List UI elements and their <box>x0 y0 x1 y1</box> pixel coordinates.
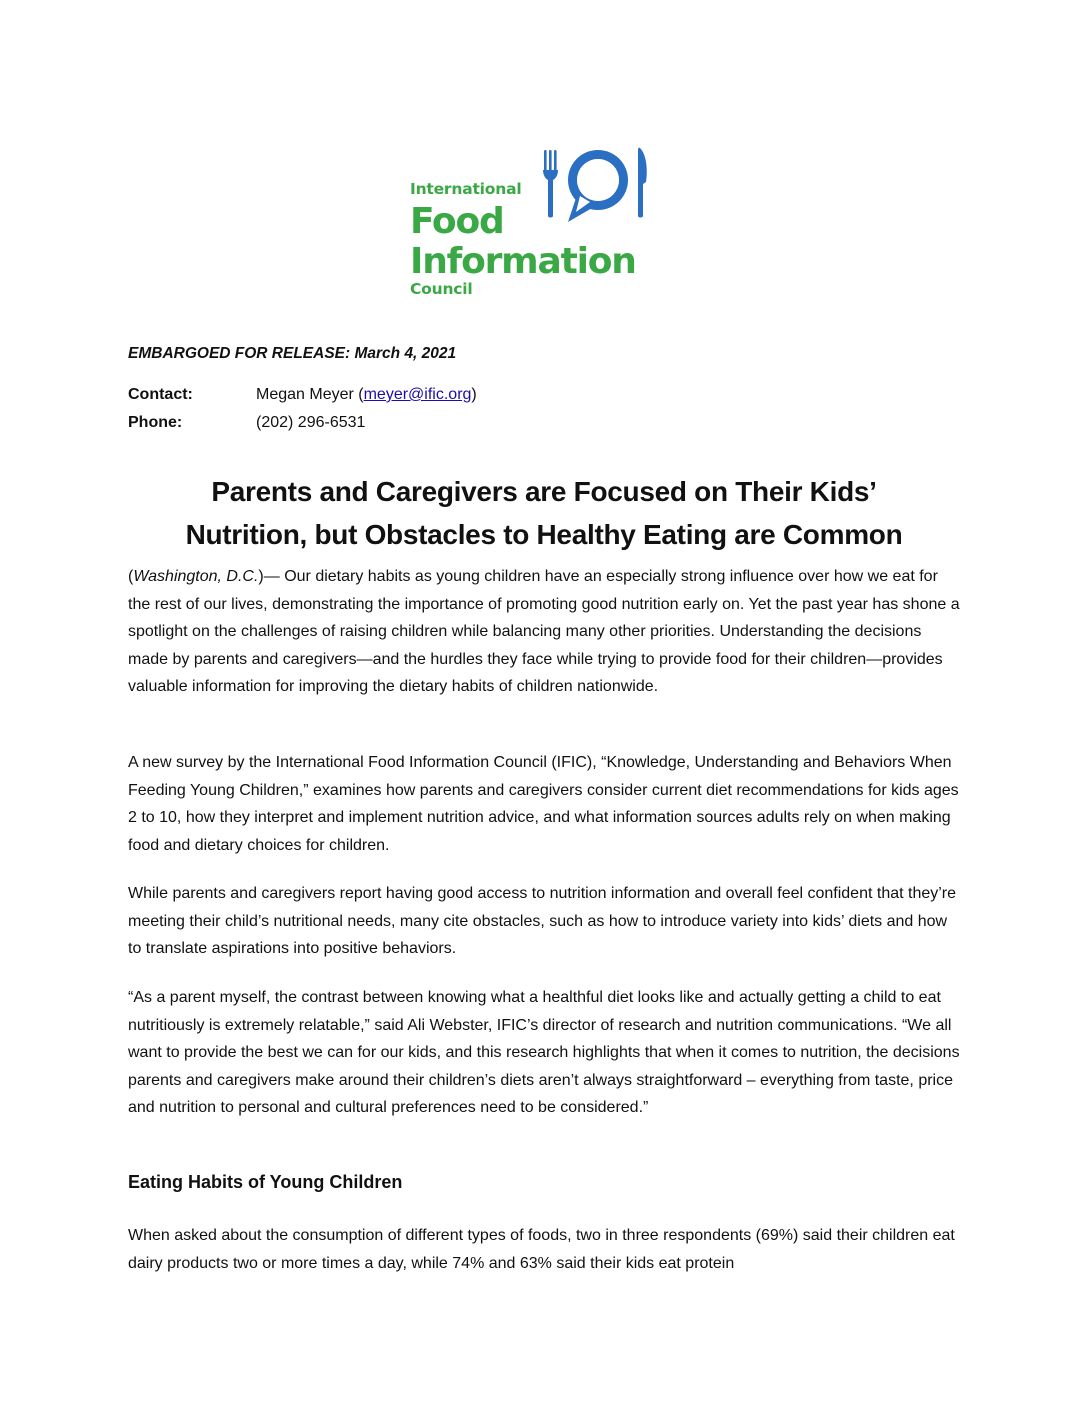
page-title <box>96 470 992 556</box>
embargo-notice: EMBARGOED FOR RELEASE: March 4, 2021 <box>128 345 457 362</box>
dateline: Washington, D.C. <box>133 568 259 585</box>
contact-name: Megan Meyer ( <box>256 386 364 403</box>
paragraph-quote: “As a parent myself, the contrast between knowing what a healthful diet looks like and actually getting a child to eat nutritiously is extremely relatable,” said Ali Webster, IFIC’s director of research and nutrition communications. “We all want to provide the best we can for our kids, and this research highlights that when it comes to nutrition, the decisions parents and caregivers make around their children’s diets aren’t always straightforward – everything from taste, price and nutrition to personal and cultural preferences need to be considered.” <box>128 989 960 1117</box>
section-heading: Eating Habits of Young Children <box>128 1172 403 1192</box>
ific-logo <box>408 146 688 306</box>
dateline-open: ( <box>128 568 134 585</box>
headline-line-2: Nutrition, but Obstacles to Healthy Eating are Common <box>185 519 903 550</box>
paragraph-confidence: While parents and caregivers report having good access to nutrition information and overall feel confident that they’re meeting their child’s nutritional needs, many cite obstacles, such as how to introduce variety into kids’ diets and how to translate aspirations into positive behaviors. <box>128 885 957 958</box>
headline-line-1: Parents and Caregivers are Focused on Their Kids’ <box>211 476 877 507</box>
contact-name-close: ) <box>471 386 477 403</box>
intro-body: )— Our dietary habits as young children have an especially strong influence over how we eat for the rest of our lives, demonstrating the importance of promoting good nutrition early on. Yet the past year has shone a spotlight on the challenges of raising children while balancing many other priorities. Understanding the decisions made by parents and caregivers—and the hurdles they face while trying to provide food for their children—provides valuable information for improving the dietary habits of children nationwide. <box>128 568 960 696</box>
logo-line-information: Information <box>410 241 636 282</box>
contact-label: Contact: <box>128 386 193 403</box>
logo-line-international: International <box>410 180 522 198</box>
logo-line-food: Food <box>410 201 504 242</box>
contact-row <box>128 386 477 404</box>
phone-number: (202) 296-6531 <box>256 414 366 431</box>
phone-label: Phone: <box>128 414 183 431</box>
phone-row <box>128 414 365 432</box>
paragraph-survey: A new survey by the International Food Information Council (IFIC), “Knowledge, Understanding and Behaviors When Feeding Young Children,” examines how parents and caregivers consider current diet recommendations for kids ages 2 to 10, how they interpret and implement nutrition advice, and what information sources adults rely on when making food and dietary choices for children. <box>128 754 959 854</box>
logo-line-council: Council <box>410 280 473 298</box>
fork-plate-knife-icon <box>538 146 658 244</box>
contact-email-link[interactable]: meyer@ific.org <box>363 386 472 403</box>
paragraph-eating-habits: When asked about the consumption of different types of foods, two in three respondents (69%) said their children eat dairy products two or more times a day, while 74% and 63% said their kids eat protein <box>128 1227 955 1272</box>
paragraph-intro <box>128 563 962 701</box>
